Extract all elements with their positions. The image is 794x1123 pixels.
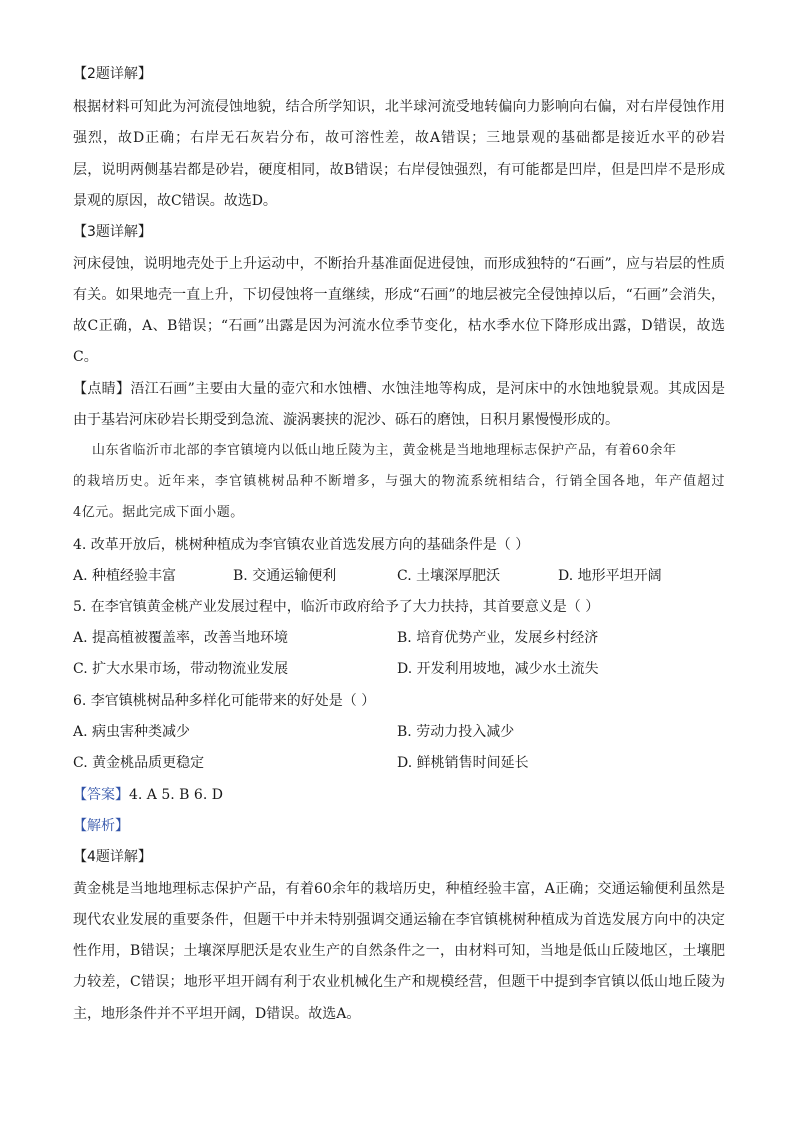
section-4-line-1: 黄金桃是当地地理标志保护产品，有着60余年的栽培历史，种植经验丰富，A正确；交通运输便利虽然是 bbox=[73, 881, 725, 897]
question-4-stem: 4. 改革开放后，桃树种植成为李官镇农业首选发展方向的基础条件是（ ） bbox=[73, 537, 530, 553]
question-6-option-d: D. 鲜桃销售时间延长 bbox=[397, 755, 529, 771]
question-5-option-b: B. 培育优势产业，发展乡村经济 bbox=[397, 630, 599, 646]
section-4-line-4: 力较差，C错误；地形平坦开阔有利于农业机械化生产和规模经营，但题干中提到李官镇以低山地丘陵为 bbox=[73, 974, 725, 990]
section-3-line-1: 河床侵蚀，说明地壳处于上升运动中，不断抬升基准面促进侵蚀，而形成独特的“石画”，应与岩层的性质 bbox=[73, 256, 725, 272]
section-3-line-3: 故C正确，A、B错误；“石画”出露是因为河流水位季节变化，枯水季水位下降形成出露，D错误，故选 bbox=[73, 318, 725, 334]
answer-line bbox=[73, 785, 725, 805]
question-4-option-d: D. 地形平坦开阔 bbox=[558, 568, 662, 584]
question-6-option-b: B. 劳动力投入减少 bbox=[397, 724, 515, 740]
analysis-label: 【解析】 bbox=[73, 818, 129, 834]
material-line-1: 山东省临沂市北部的李官镇境内以低山地丘陵为主，黄金桃是当地地理标志保护产品，有着60余年 bbox=[92, 443, 677, 458]
question-4-option-c: C. 土壤深厚肥沃 bbox=[397, 568, 501, 584]
section-2-line-3: 层，说明两侧基岩都是砂岩，硬度相同，故B错误；右岸侵蚀强烈，有可能都是凹岸，但是凹岸不是形成 bbox=[73, 162, 725, 178]
section-2-line-1: 根据材料可知此为河流侵蚀地貌，结合所学知识，北半球河流受地转偏向力影响向右偏，对右岸侵蚀作用 bbox=[73, 99, 725, 115]
section-4-line-2: 现代农业发展的重要条件，但题干中并未特别强调交通运输在李官镇桃树种植成为首选发展方向中的决定 bbox=[73, 912, 725, 928]
tip-line-1: 【点睛】浯江石画”主要由大量的壶穴和水蚀槽、水蚀洼地等构成，是河床中的水蚀地貌景观。其成因是 bbox=[73, 381, 725, 397]
question-6-option-c: C. 黄金桃品质更稳定 bbox=[73, 755, 205, 771]
question-5-option-c: C. 扩大水果市场，带动物流业发展 bbox=[73, 661, 289, 677]
question-5-option-a: A. 提高植被覆盖率，改善当地环境 bbox=[73, 630, 289, 646]
material-line-2: 的栽培历史。近年来，李官镇桃树品种不断增多，与强大的物流系统相结合，行销全国各地，年产值超过 bbox=[73, 474, 725, 489]
section-3-heading: 【3题详解】 bbox=[73, 224, 152, 240]
section-4-line-5: 主，地形条件并不平坦开阔，D错误。故选A。 bbox=[73, 1006, 361, 1022]
question-5-stem: 5. 在李官镇黄金桃产业发展过程中，临沂市政府给予了大力扶持，其首要意义是（ ） bbox=[73, 599, 600, 615]
section-4-line-3: 性作用，B错误；土壤深厚肥沃是农业生产的自然条件之一，由材料可知，当地是低山丘陵地区，土壤肥 bbox=[73, 943, 725, 959]
question-6-stem: 6. 李官镇桃树品种多样化可能带来的好处是（ ） bbox=[73, 693, 376, 709]
question-4-option-b: B. 交通运输便利 bbox=[233, 568, 337, 584]
question-4-option-a: A. 种植经验丰富 bbox=[73, 568, 177, 584]
section-4-heading: 【4题详解】 bbox=[73, 849, 152, 865]
question-5-option-d: D. 开发利用坡地，减少水土流失 bbox=[397, 661, 599, 677]
tip-line-2: 由于基岩河床砂岩长期受到急流、漩涡裹挟的泥沙、砾石的磨蚀，日积月累慢慢形成的。 bbox=[73, 412, 619, 428]
section-2-heading: 【2题详解】 bbox=[73, 66, 152, 82]
section-2-line-2: 强烈，故D正确；右岸无石灰岩分布，故可溶性差，故A错误；三地景观的基础都是接近水平的砂岩 bbox=[73, 130, 725, 146]
material-line-3: 4亿元。据此完成下面小题。 bbox=[73, 505, 244, 520]
answer-label: 【答案】 bbox=[73, 787, 129, 803]
answer-text: 4. A 5. B 6. D bbox=[129, 787, 223, 803]
section-3-line-4: C。 bbox=[73, 349, 98, 365]
section-3-line-2: 有关。如果地壳一直上升，下切侵蚀将一直继续，形成“石画”的地层被完全侵蚀掉以后，“石画”会消失， bbox=[73, 287, 725, 303]
question-6-option-a: A. 病虫害种类减少 bbox=[73, 724, 191, 740]
section-2-line-4: 景观的原因，故C错误。故选D。 bbox=[73, 193, 277, 209]
